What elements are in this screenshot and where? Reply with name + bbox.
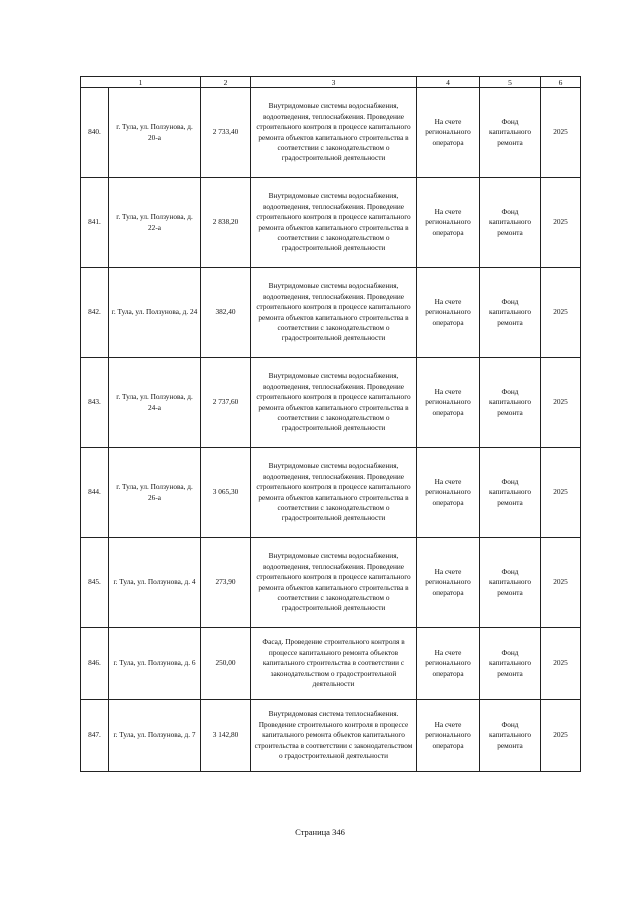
account-cell: На счете регионального оператора — [417, 700, 480, 772]
fund-cell: Фонд капитального ремонта — [480, 88, 541, 178]
address-cell: г. Тула, ул. Ползунова, д. 7 — [109, 700, 201, 772]
table-row — [81, 358, 581, 448]
account-cell: На счете регионального оператора — [417, 448, 480, 538]
address-cell: г. Тула, ул. Ползунова, д. 24-а — [109, 358, 201, 448]
table-row — [81, 88, 581, 178]
column-header-4: 4 — [417, 77, 480, 88]
address-cell: г. Тула, ул. Ползунова, д. 26-а — [109, 448, 201, 538]
fund-cell: Фонд капитального ремонта — [480, 178, 541, 268]
address-cell: г. Тула, ул. Ползунова, д. 6 — [109, 628, 201, 700]
area-cell: 250,00 — [201, 628, 251, 700]
work-description-cell: Внутридомовые системы водоснабжения, водоотведения, теплоснабжения. Проведение строительного контроля в процессе капитального ремонта объектов капитального строительства в соответствии с законодательством о градостроительной деятельности — [251, 268, 417, 358]
address-cell: г. Тула, ул. Ползунова, д. 4 — [109, 538, 201, 628]
area-cell: 2 737,60 — [201, 358, 251, 448]
column-header-3: 3 — [251, 77, 417, 88]
column-header-1: 1 — [81, 77, 201, 88]
account-cell: На счете регионального оператора — [417, 88, 480, 178]
area-cell: 3 142,80 — [201, 700, 251, 772]
year-cell: 2025 — [541, 538, 581, 628]
account-cell: На счете регионального оператора — [417, 268, 480, 358]
area-cell: 2 733,40 — [201, 88, 251, 178]
row-number: 843. — [81, 358, 109, 448]
account-cell: На счете регионального оператора — [417, 628, 480, 700]
address-cell: г. Тула, ул. Ползунова, д. 22-а — [109, 178, 201, 268]
area-cell: 2 838,20 — [201, 178, 251, 268]
address-cell: г. Тула, ул. Ползунова, д. 24 — [109, 268, 201, 358]
fund-cell: Фонд капитального ремонта — [480, 628, 541, 700]
capital-repair-table — [80, 76, 581, 772]
year-cell: 2025 — [541, 358, 581, 448]
fund-cell: Фонд капитального ремонта — [480, 358, 541, 448]
area-cell: 3 065,30 — [201, 448, 251, 538]
column-header-6: 6 — [541, 77, 581, 88]
year-cell: 2025 — [541, 700, 581, 772]
year-cell: 2025 — [541, 628, 581, 700]
fund-cell: Фонд капитального ремонта — [480, 700, 541, 772]
year-cell: 2025 — [541, 268, 581, 358]
address-cell: г. Тула, ул. Ползунова, д. 20-а — [109, 88, 201, 178]
area-cell: 382,40 — [201, 268, 251, 358]
work-description-cell: Фасад. Проведение строительного контроля в процессе капитального ремонта объектов капитального строительства в соответствии с законодательством о градостроительной деятельности — [251, 628, 417, 700]
account-cell: На счете регионального оператора — [417, 538, 480, 628]
year-cell: 2025 — [541, 178, 581, 268]
account-cell: На счете регионального оператора — [417, 178, 480, 268]
table-header-row — [81, 77, 581, 88]
fund-cell: Фонд капитального ремонта — [480, 448, 541, 538]
table-row — [81, 448, 581, 538]
work-description-cell: Внутридомовые системы водоснабжения, водоотведения, теплоснабжения. Проведение строительного контроля в процессе капитального ремонта объектов капитального строительства в соответствии с законодательством о градостроительной деятельности — [251, 358, 417, 448]
row-number: 846. — [81, 628, 109, 700]
year-cell: 2025 — [541, 448, 581, 538]
row-number: 840. — [81, 88, 109, 178]
row-number: 844. — [81, 448, 109, 538]
year-cell: 2025 — [541, 88, 581, 178]
row-number: 847. — [81, 700, 109, 772]
fund-cell: Фонд капитального ремонта — [480, 538, 541, 628]
table-row — [81, 700, 581, 772]
work-description-cell: Внутридомовые системы водоснабжения, водоотведения, теплоснабжения. Проведение строительного контроля в процессе капитального ремонта объектов капитального строительства в соответствии с законодательством о градостроительной деятельности — [251, 448, 417, 538]
work-description-cell: Внутридомовые системы водоснабжения, водоотведения, теплоснабжения. Проведение строительного контроля в процессе капитального ремонта объектов капитального строительства в соответствии с законодательством о градостроительной деятельности — [251, 538, 417, 628]
work-description-cell: Внутридомовая система теплоснабжения. Проведение строительного контроля в процессе капитального ремонта объектов капитального строительства в соответствии с законодательством о градостроительной деятельности — [251, 700, 417, 772]
area-cell: 273,90 — [201, 538, 251, 628]
row-number: 845. — [81, 538, 109, 628]
work-description-cell: Внутридомовые системы водоснабжения, водоотведения, теплоснабжения. Проведение строительного контроля в процессе капитального ремонта объектов капитального строительства в соответствии с законодательством о градостроительной деятельности — [251, 88, 417, 178]
table-row — [81, 178, 581, 268]
row-number: 842. — [81, 268, 109, 358]
page-number: Страница 346 — [295, 827, 345, 837]
column-header-5: 5 — [480, 77, 541, 88]
table-row — [81, 268, 581, 358]
account-cell: На счете регионального оператора — [417, 358, 480, 448]
table-row — [81, 538, 581, 628]
table-row — [81, 628, 581, 700]
row-number: 841. — [81, 178, 109, 268]
column-header-2: 2 — [201, 77, 251, 88]
work-description-cell: Внутридомовые системы водоснабжения, водоотведения, теплоснабжения. Проведение строительного контроля в процессе капитального ремонта объектов капитального строительства в соответствии с законодательством о градостроительной деятельности — [251, 178, 417, 268]
fund-cell: Фонд капитального ремонта — [480, 268, 541, 358]
